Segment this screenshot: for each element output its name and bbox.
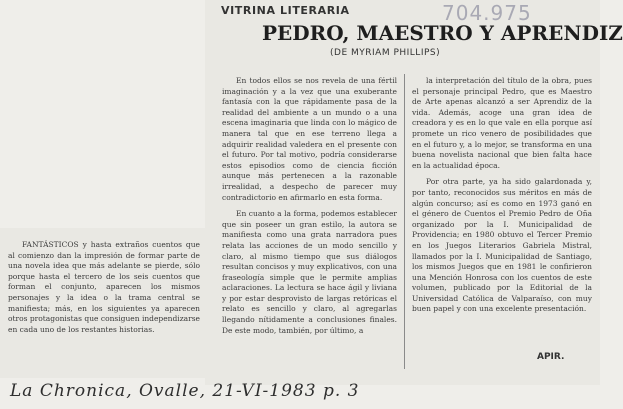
section-heading: VITRINA LITERARIA [221, 4, 350, 17]
article-title: PEDRO, MAESTRO Y APRENDIZ [262, 21, 623, 45]
author-signature: APIR. [537, 352, 565, 362]
paragraph: En cuanto a la forma, podemos establecer que sin poseer un gran estilo, la autora se manifiesta como una grata narradora pues relata las acciones de un modo sencillo y claro, al mismo tiempo que sus diálogos resultan concisos y muy explicativos, con una fraseología simple que le permite amplias aclaraciones. La lectura se hace ágil y liviana y por estar desprovisto de largas retóricas el relato es sencillo y claro, al agregarlas llegando nítidamente a conclusiones finales. De este modo, también, por último, a [222, 209, 397, 335]
paragraph: FANTÁSTICOS y hasta extraños cuentos que al comienzo dan la impresión de formar parte de una novela idea que más adelante se pierde, sólo porque hasta el tercero de los seis cuentos que forman el conjunto, aparecen los mismos personajes y la idea o la trama central se manifiesta; más, en los siguientes ya aparecen otros protagonistas que consiguen independizarse en cada uno de los restantes historias. [8, 240, 200, 334]
article-column-2 [412, 76, 592, 346]
handwritten-source-note: La Chronica, Ovalle, 21-VI-1983 p. 3 [10, 381, 360, 401]
article-byline: (DE MYRIAM PHILLIPS) [330, 48, 441, 58]
paragraph: Por otra parte, ya ha sido galardonada y, por tanto, reconocidos sus méritos en más de algún concurso; así es como en 1973 ganó en el género de Cuentos el Premio Pedro de Oña organizado por la I. Municipalidad de Providencia; en 1980 obtuvo el Tercer Premio en los Juegos Literarios Gabriela Mistral, llamados por la I. Municipalidad de Santiago, los mismos Juegos que en 1981 le confirieron una Mención Honrosa con los cuentos de este volumen, publicado por la Editorial de la Universidad Católica de Valparaíso, con muy buen papel y con una excelente presentación. [412, 177, 592, 314]
side-article-column [8, 240, 200, 370]
paragraph: la interpretación del título de la obra, pues el personaje principal Pedro, que es Maestro de Arte apenas alcanzó a ser Aprendiz de la vida. Además, acoge una gran idea de creadora y es en lo que vale en ella porque así promete un rico venero de posibilidades que en el futuro y, a lo mejor, se transforma en una buena novelista nacional que bien falta hace en la actualidad época. [412, 76, 592, 170]
archive-number: 704.975 [442, 1, 532, 25]
paragraph: En todos ellos se nos revela de una fértil imaginación y a la vez que una exuberante fantasía con la que rápidamente pasa de la realidad del ambiente a un mundo o a una escena imaginaria que linda con lo mágico de manera tal que en ese terreno llega a adquirir realidad valedera en el presente con el futuro. Por tal motivo, podría considerarse estos episodios como de ciencia ficción aunque más pertenecen a la razonable irrealidad, a despecho de parecer muy contradictorio en afirmarlo en esta forma. [222, 76, 397, 202]
article-column-1 [222, 76, 397, 371]
column-divider [404, 74, 405, 369]
